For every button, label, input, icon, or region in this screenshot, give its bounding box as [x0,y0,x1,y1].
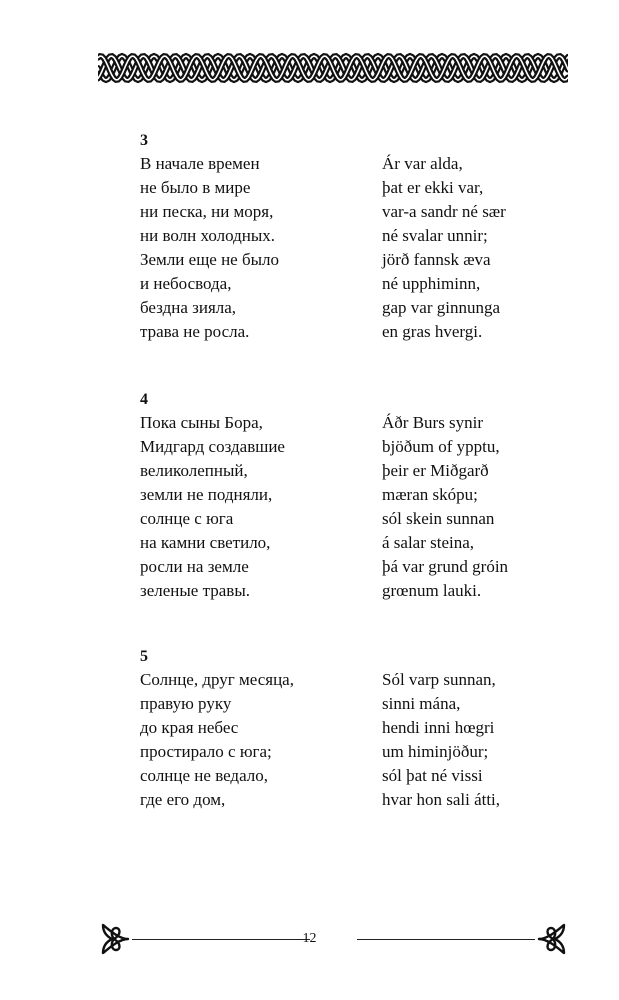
verse-line: mæran skópu; [382,485,478,504]
verse-line: hendi inni hœgri [382,718,495,737]
stanza-number: 3 [140,132,148,149]
verse-line: простирало с юга; [140,742,272,761]
stanza-4 [140,389,560,600]
verse-line: þá var grund gróin [382,557,509,576]
verse-line: где его дом, [140,790,226,809]
old-norse-original [382,668,500,812]
verse-line: um himinjöður; [382,742,489,761]
verse-line: grœnum lauki. [382,581,482,600]
russian-translation [140,152,279,344]
verse-line: не было в мире [140,178,251,197]
old-norse-original [382,152,506,344]
triquetra-knot-icon [537,922,567,956]
verse-line: Пока сыны Бора, [140,413,263,432]
verse-line: gap var ginnunga [382,298,501,317]
verse-line: bjöðum of ypptu, [382,437,500,456]
verse-line: Мидгард создавшие [140,437,285,456]
footer-rule-right [357,939,535,940]
verse-line: бездна зияла, [140,298,237,317]
verse-line: солнце не ведало, [140,766,269,785]
verse-line: до края небес [140,718,239,737]
verse-line: ни песка, ни моря, [140,202,274,221]
verse-line: ни волн холодных. [140,226,276,245]
verse-line: né svalar unnir; [382,226,488,245]
verse-line: sinni mána, [382,694,461,713]
russian-translation [140,668,294,812]
verse-line: né upphiminn, [382,274,481,293]
verse-line: на камни светило, [140,533,271,552]
verse-line: Ár var alda, [382,154,463,173]
stanza-number: 4 [140,391,148,408]
verse-line: великолепный, [140,461,248,480]
russian-translation [140,411,285,603]
celtic-braid-ornament [98,48,568,88]
verse-line: В начале времен [140,154,260,173]
verse-line: var-a sandr né sær [382,202,506,221]
verse-line: á salar steina, [382,533,475,552]
page-number: 12 [302,931,317,946]
verse-line: Áðr Burs synir [382,413,484,432]
verse-line: трава не росла. [140,322,250,341]
verse-line: земли не подняли, [140,485,273,504]
verse-line: þeir er Miðgarð [382,461,489,480]
verse-line: jörð fannsk æva [382,250,491,269]
stanza-number: 5 [140,648,148,665]
verse-line: правую руку [140,694,232,713]
verse-line: Солнце, друг месяца, [140,670,294,689]
verse-line: en gras hvergi. [382,322,483,341]
old-norse-original [382,411,508,603]
verse-line: hvar hon sali átti, [382,790,501,809]
verse-line: и небосвода, [140,274,232,293]
verse-line: солнце с юга [140,509,234,528]
verse-line: зеленые травы. [140,581,250,600]
verse-line: þat er ekki var, [382,178,484,197]
verse-line: росли на земле [140,557,249,576]
stanza-5 [140,646,560,809]
verse-line: sól þat né vissi [382,766,483,785]
verse-line: Земли еще не было [140,250,280,269]
verse-line: Sól varp sunnan, [382,670,496,689]
stanza-3 [140,130,560,341]
verse-line: sól skein sunnan [382,509,495,528]
